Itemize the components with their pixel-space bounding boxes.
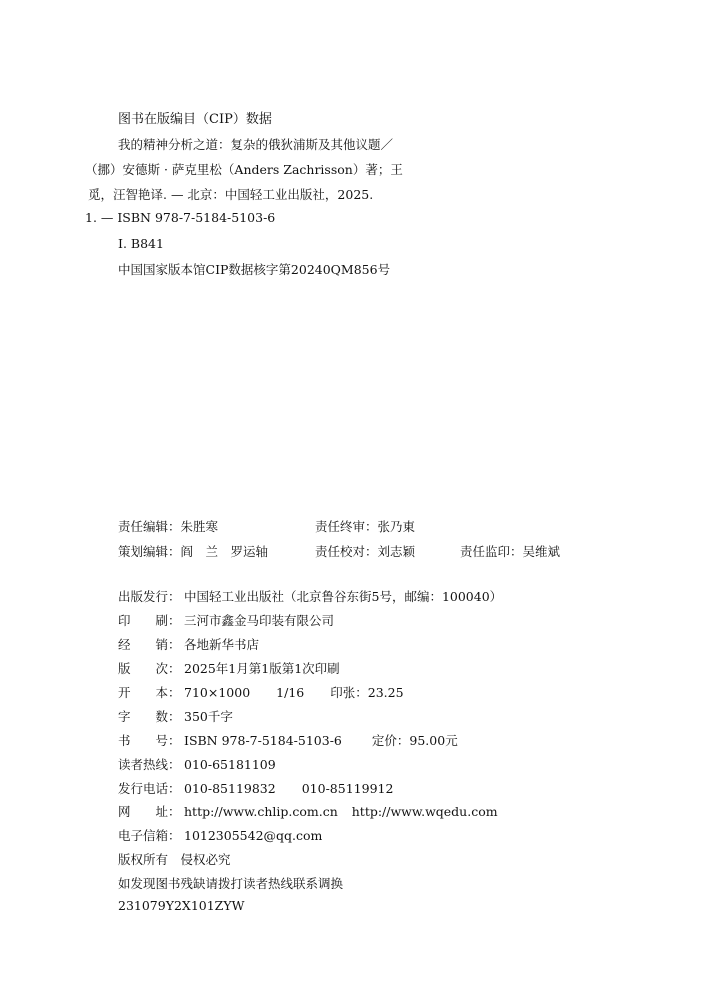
email-value[interactable]: 1012305542@qq.com (184, 828, 323, 843)
distribution-row (118, 587, 502, 605)
format-label: 开 本： (118, 685, 181, 700)
printing-row (118, 611, 334, 629)
cip-author-line: （挪）安德斯 · 萨克里松（Anders Zachrisson）著；王 (85, 162, 403, 177)
words-value: 350千字 (184, 709, 233, 724)
sales-value: 各地新华书店 (184, 637, 260, 652)
planning-label: 策划编辑： (118, 544, 181, 559)
phone-row (118, 779, 393, 797)
cip-classification-line: Ⅰ. B841 (118, 236, 164, 251)
cip-translator-line: 觅，汪智艳译. — 北京：中国轻工业出版社，2025. (88, 187, 374, 202)
price-value: 95.00元 (409, 733, 458, 748)
proofread-value: 刘志颖 (377, 544, 416, 559)
isbn-row (118, 731, 458, 749)
format-size: 710×1000 (184, 685, 251, 700)
edition-row (118, 659, 340, 677)
phone-value-1: 010-85119832 (184, 781, 276, 796)
editor-label: 责任编辑： (118, 519, 181, 534)
isbn-value: ISBN 978-7-5184-5103-6 (184, 733, 342, 748)
isbn-label: 书 号： (118, 733, 181, 748)
staff-editor (118, 517, 218, 535)
phone-value-2: 010-85119912 (301, 781, 394, 796)
sheets-label: 印张： (330, 685, 368, 700)
distribution-label: 出版发行： (118, 589, 181, 604)
website-row (118, 802, 498, 820)
edition-label: 版 次： (118, 661, 181, 676)
print-supervisor-label: 责任监印： (460, 544, 523, 559)
printing-label: 印 刷： (118, 613, 181, 628)
cip-heading: 图书在版编目（CIP）数据 (118, 112, 272, 127)
words-row (118, 707, 233, 725)
website-link-1[interactable]: http://www.chlip.com.cn (184, 804, 338, 819)
website-link-2[interactable]: http://www.wqedu.com (351, 804, 498, 819)
cip-record-number: 中国国家版本馆CIP数据核字第20240QM856号 (118, 262, 391, 277)
staff-print-supervisor (460, 542, 560, 560)
cip-isbn-line: 1. — ISBN 978-7-5184-5103-6 (85, 210, 276, 225)
edition-value: 2025年1月第1版第1次印刷 (184, 661, 340, 676)
distribution-value: 中国轻工业出版社（北京鲁谷东街5号，邮编：100040） (184, 589, 503, 604)
sales-label: 经 销： (118, 637, 181, 652)
email-row (118, 826, 322, 844)
staff-planning (118, 542, 268, 560)
staff-proofread (315, 542, 415, 560)
format-fold: 1/16 (276, 685, 305, 700)
editor-value: 朱胜寒 (180, 519, 219, 534)
planning-value: 阎 兰 罗运轴 (180, 544, 269, 559)
price-label: 定价： (371, 733, 410, 748)
sales-row (118, 635, 259, 653)
print-supervisor-value: 吴维斌 (522, 544, 561, 559)
internal-code: 231079Y2X101ZYW (118, 898, 245, 913)
hotline-label: 读者热线： (118, 757, 181, 772)
website-label: 网 址： (118, 804, 181, 819)
rights-notice: 版权所有 侵权必究 (118, 852, 231, 867)
defect-notice: 如发现图书残缺请拨打读者热线联系调换 (118, 876, 344, 891)
phone-label: 发行电话： (118, 781, 181, 796)
words-label: 字 数： (118, 709, 181, 724)
final-review-value: 张乃東 (377, 519, 416, 534)
format-row (118, 683, 404, 701)
final-review-label: 责任终审： (315, 519, 378, 534)
sheets-value: 23.25 (367, 685, 404, 700)
staff-final-review (315, 517, 415, 535)
email-label: 电子信箱： (118, 828, 181, 843)
cip-title-line: 我的精神分析之道：复杂的俄狄浦斯及其他议题／ (118, 137, 394, 152)
printing-value: 三河市鑫金马印装有限公司 (184, 613, 335, 628)
proofread-label: 责任校对： (315, 544, 378, 559)
hotline-row (118, 755, 276, 773)
hotline-value: 010-65181109 (184, 757, 276, 772)
